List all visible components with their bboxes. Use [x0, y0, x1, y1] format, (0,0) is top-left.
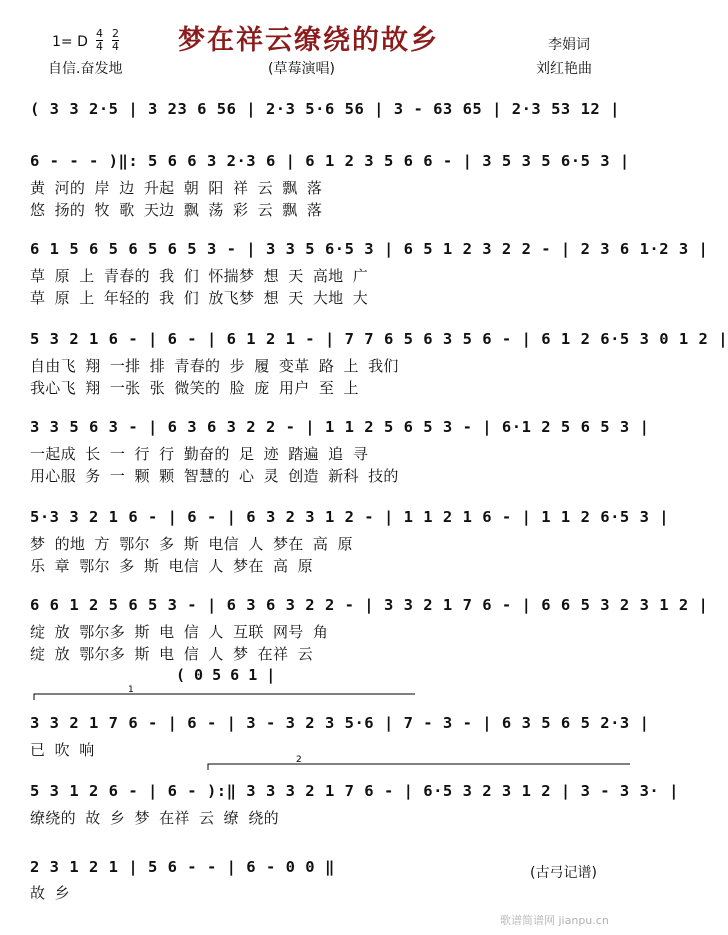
- notation-line: 3 3 2 1 7 6 - | 6 - | 3 - 3 2 3 5·6 | 7 - 3 - | 6 3 5 6 5 2·3 |: [30, 714, 650, 732]
- lyric-verse-1: 草 原 上 青春的 我 们 怀揣梦 想 天 高地 广: [30, 267, 369, 285]
- lyric-verse-1: 绽 放 鄂尔多 斯 电 信 人 互联 网号 角: [30, 623, 329, 641]
- lyric-verse-1: 自由飞 翔 一排 排 青春的 步 履 变革 路 上 我们: [30, 357, 399, 375]
- composer: 刘红艳曲: [536, 61, 592, 77]
- key-signature: 1= D: [52, 34, 88, 50]
- lyric-verse-2: 乐 章 鄂尔 多 斯 电信 人 梦在 高 原: [30, 557, 313, 575]
- notation-line: 6 6 1 2 5 6 5 3 - | 6 3 6 3 2 2 - | 3 3 2 1 7 6 - | 6 6 5 3 2 3 1 2 |: [30, 596, 709, 614]
- lyric-verse-1: 一起成 长 一 行 行 勤奋的 足 迹 踏遍 追 寻: [30, 445, 369, 463]
- lyric-verse-1: 梦 的地 方 鄂尔 多 斯 电信 人 梦在 高 原: [30, 535, 353, 553]
- lyric-verse-2: 用心服 务 一 颗 颗 智慧的 心 灵 创造 新科 技的: [30, 467, 399, 485]
- lyric-verse-1: 已 吹 响: [30, 741, 95, 759]
- source-credit: (古弓记谱): [530, 865, 597, 881]
- notation-line: 6 - - - )‖: 5 6 6 3 2·3 6 | 6 1 2 3 5 6 6 - | 3 5 3 5 6·5 3 |: [30, 152, 630, 170]
- notation-line: 5 3 1 2 6 - | 6 - ):‖ 3 3 3 2 1 7 6 - | 6·5 3 2 3 1 2 | 3 - 3 3· |: [30, 782, 679, 800]
- page-title: 梦在祥云缭绕的故乡: [178, 25, 439, 56]
- lyric-verse-2: 草 原 上 年轻的 我 们 放飞梦 想 天 大地 大: [30, 289, 369, 307]
- pickup-notes: ( 0 5 6 1 |: [176, 666, 276, 684]
- lyric-verse-2: 悠 扬的 牧 歌 天边 飘 荡 彩 云 飘 落: [30, 201, 323, 219]
- notation-line: 2 3 1 2 1 | 5 6 - - | 6 - 0 0 ‖: [30, 858, 335, 876]
- notation-line: 5·3 3 2 1 6 - | 6 - | 6 3 2 3 1 2 - | 1 1 2 1 6 - | 1 1 2 6·5 3 |: [30, 508, 670, 526]
- second-ending-bracket: [208, 764, 630, 770]
- lyricist: 李娟词: [548, 37, 590, 53]
- notation-line: ( 3 3 2·5 | 3 23 6 56 | 2·3 5·6 56 | 3 - 63 65 | 2·3 53 12 |: [30, 100, 620, 118]
- lyric-verse-2: 绽 放 鄂尔多 斯 电 信 人 梦 在祥 云: [30, 645, 313, 663]
- lyric-verse-2: 我心飞 翔 一张 张 微笑的 脸 庞 用户 至 上: [30, 379, 359, 397]
- watermark: 歌谱简谱网 jianpu.cn: [500, 914, 609, 927]
- performer: (草莓演唱): [268, 61, 335, 77]
- lyric-verse-1: 黄 河的 岸 边 升起 朝 阳 祥 云 飘 落: [30, 179, 323, 197]
- notation-line: 5 3 2 1 6 - | 6 - | 6 1 2 1 - | 7 7 6 5 6 3 5 6 - | 6 1 2 6·5 3 0 1 2 |: [30, 330, 728, 348]
- notation-line: 6 1 5 6 5 6 5 6 5 3 - | 3 3 5 6·5 3 | 6 5 1 2 3 2 2 - | 2 3 6 1·2 3 |: [30, 240, 709, 258]
- first-ending-bracket: [34, 694, 415, 700]
- second-ending-number: 2: [296, 755, 302, 765]
- notation-line: 3 3 5 6 3 - | 6 3 6 3 2 2 - | 1 1 2 5 6 5 3 - | 6·1 2 5 6 5 3 |: [30, 418, 650, 436]
- time-signature-a: 4 4: [96, 27, 103, 53]
- time-signature-b: 2 4: [112, 27, 119, 53]
- first-ending-number: 1: [128, 685, 134, 695]
- tempo-mood: 自信.奋发地: [48, 61, 123, 77]
- lyric-verse-1: 缭绕的 故 乡 梦 在祥 云 缭 绕的: [30, 809, 279, 827]
- lyric-verse-1: 故 乡: [30, 884, 70, 902]
